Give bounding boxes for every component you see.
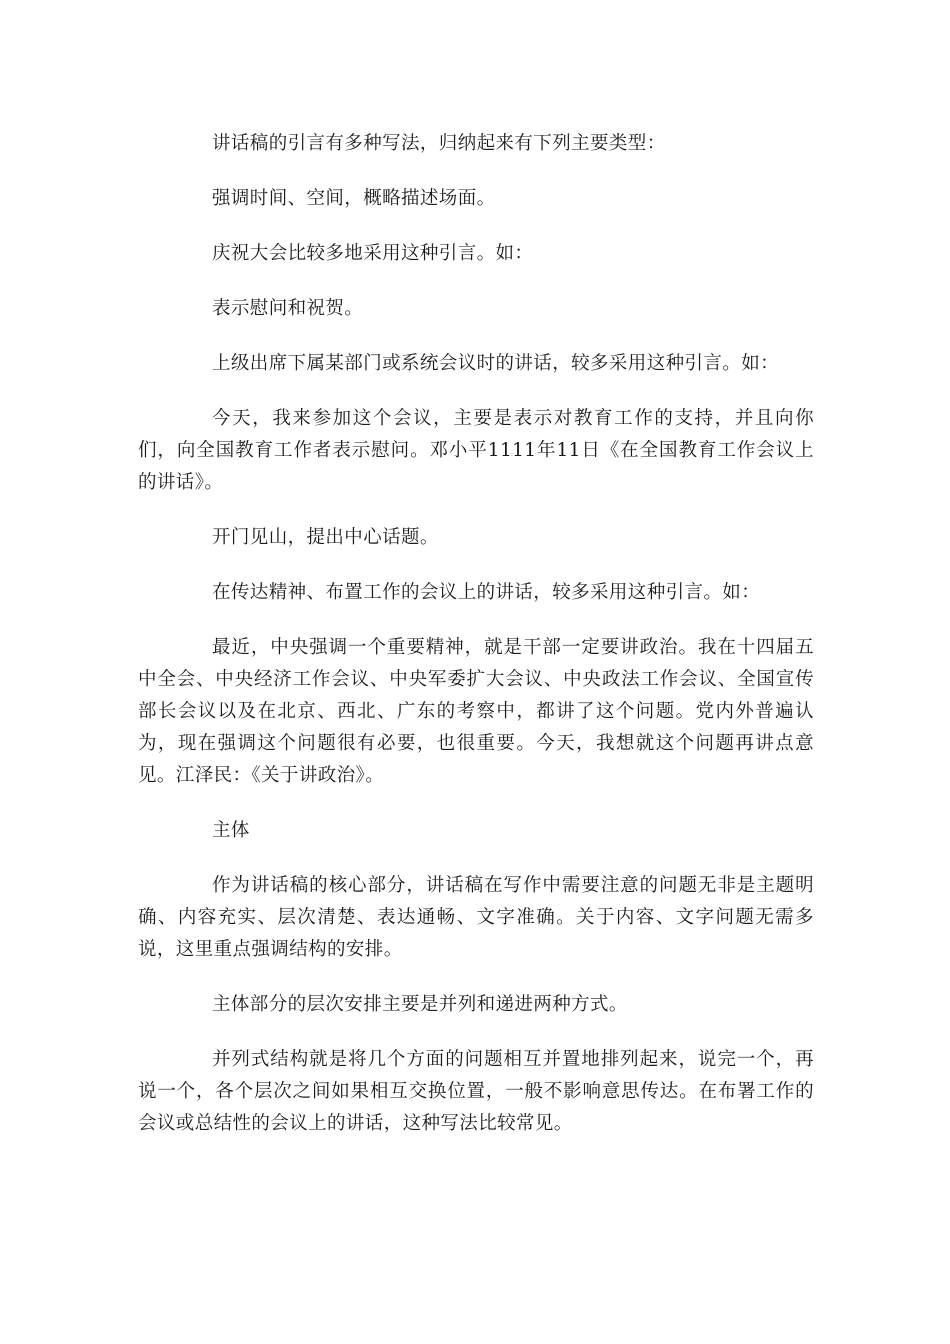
paragraph-emphasize-time-space: 强调时间、空间，概略描述场面。 [212,188,496,209]
section-heading-main-body: 主体 [212,820,250,841]
paragraph-superior-usage: 上级出席下属某部门或系统会议时的讲话，较多采用这种引言。如： [212,353,780,374]
paragraph-structure-methods: 主体部分的层次安排主要是并列和递进两种方式。 [212,994,628,1015]
paragraph-straight-to-point: 开门见山，提出中心话题。 [212,527,439,548]
paragraph-celebration-usage: 庆祝大会比较多地采用这种引言。如： [212,243,534,264]
paragraph-parallel-structure: 并列式结构就是将几个方面的问题相互并置地排列起来，说完一个，再说一个，各个层次之间如果相互交换位置，一般不影响意思传达。在布署工作的会议或总结性的会议上的讲话，这种写法比较常见。 [138,1049,814,1134]
paragraph-core-part: 作为讲话稿的核心部分，讲话稿在写作中需要注意的问题无非是主题明确、内容充实、层次清楚、表达通畅、文字准确。关于内容、文字问题无需多说，这里重点强调结构的安排。 [138,875,814,960]
paragraph-condolence-congrats: 表示慰问和祝贺。 [212,298,364,319]
paragraph-example-politics: 最近，中央强调一个重要精神，就是干部一定要讲政治。我在十四届五中全会、中央经济工作会议、中央军委扩大会议、中央政法工作会议、全国宣传部长会议以及在北京、西北、广东的考察中，都讲了这个问题。党内外普遍认为，现在强调这个问题很有必要，也很重要。今天，我想就这个问题再讲点意见。江泽民：《关于讲政治》。 [138,637,814,786]
paragraph-convey-spirit-usage: 在传达精神、布置工作的会议上的讲话，较多采用这种引言。如： [212,582,761,603]
document-body [138,128,814,1163]
paragraph-example-education: 今天，我来参加这个会议，主要是表示对教育工作的支持，并且向你们，向全国教育工作者表示慰问。邓小平1111年11日《在全国教育工作会议上的讲话》。 [138,408,814,493]
paragraph-intro-types: 讲话稿的引言有多种写法，归纳起来有下列主要类型： [212,133,666,154]
